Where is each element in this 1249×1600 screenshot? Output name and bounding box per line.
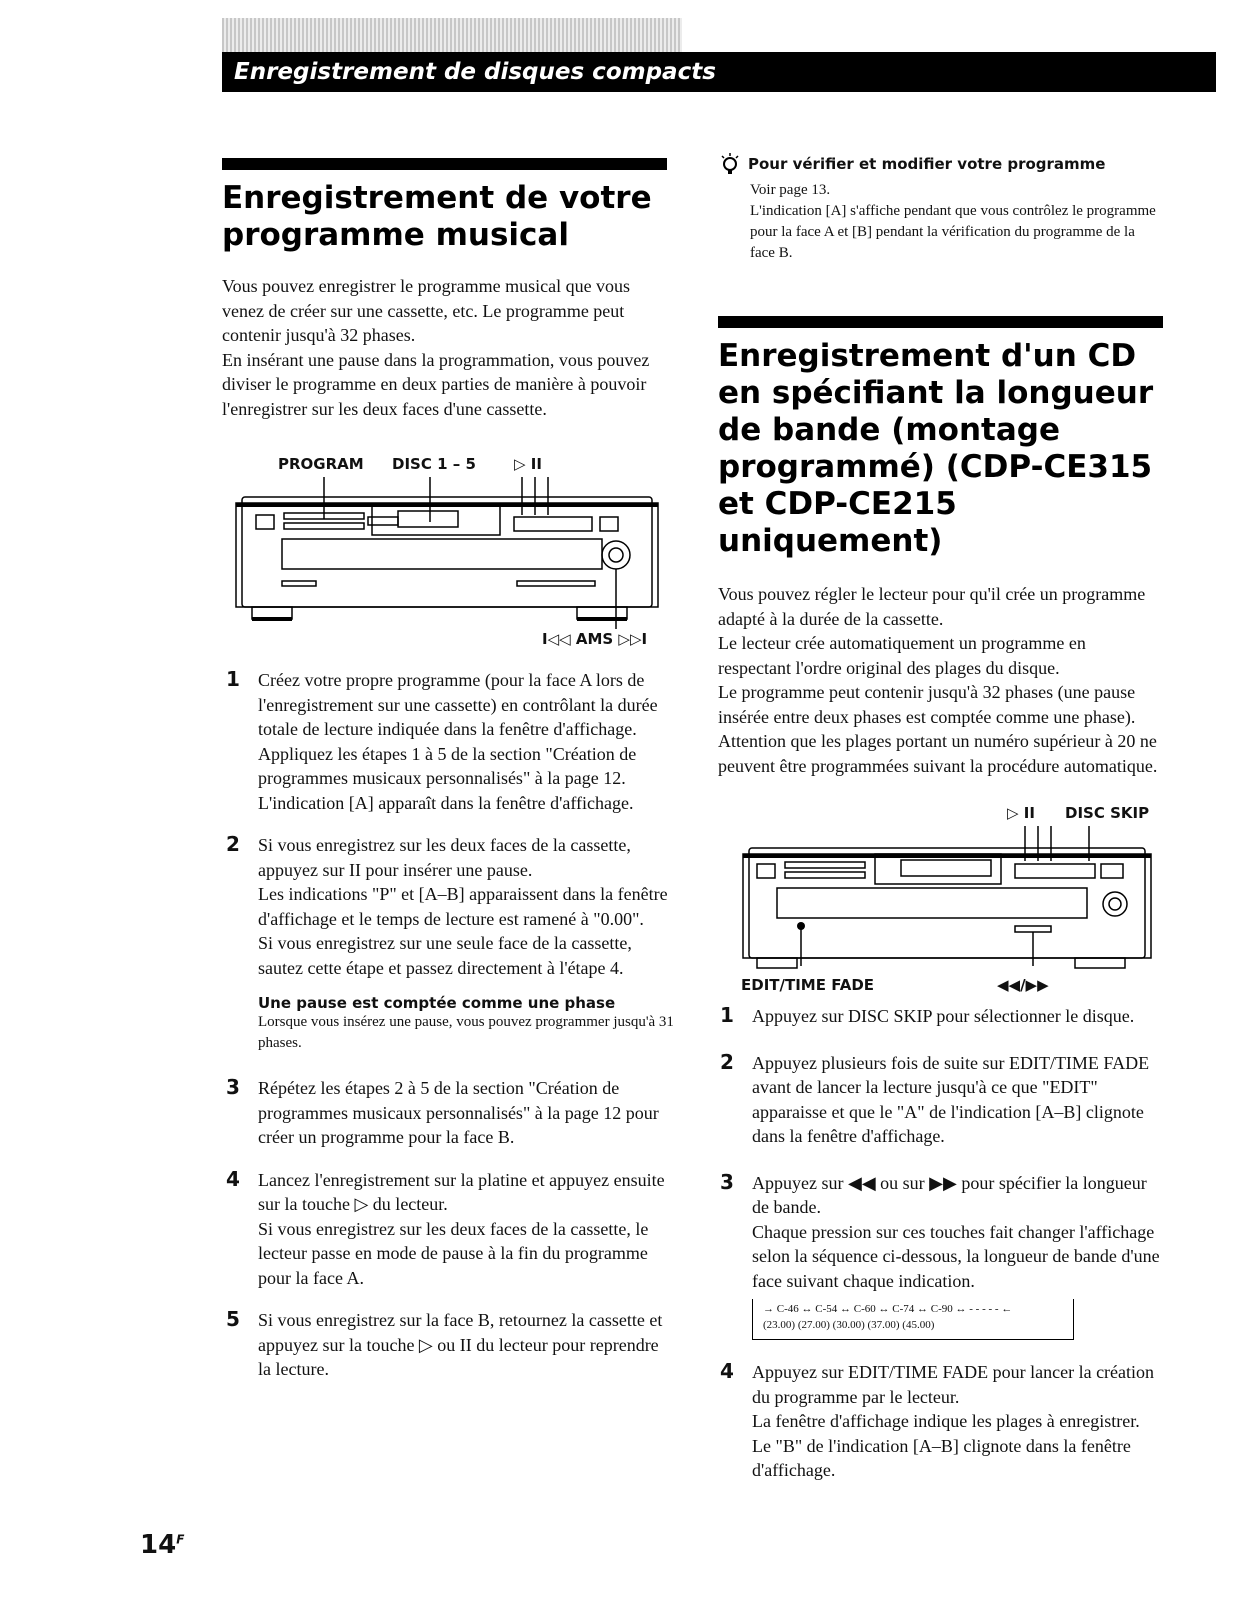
left-heading: Enregistrement de votre programme musical — [222, 180, 652, 253]
step-number: 2 — [226, 832, 240, 856]
step-para: Appuyez sur ◀◀ ou sur ▶▶ pour spécifier la longueur de bande. — [752, 1172, 1147, 1217]
right-heading: Enregistrement d'un CD en spécifiant la longueur de bande (montage programmé) (CDP-CE315 et CDP-CE215 uniquement) — [718, 338, 1154, 559]
header-texture — [222, 18, 682, 52]
label-play-pause: ▷ II — [1007, 804, 1035, 822]
step-number: 2 — [720, 1049, 734, 1074]
cd-player-diagram-left — [222, 455, 672, 655]
label-ams: I◁◁ AMS ▷▷I — [542, 630, 648, 648]
step-number: 1 — [720, 1003, 734, 1027]
right-column — [718, 152, 1163, 778]
step-para: Si vous enregistrez sur une seule face de la cassette, sautez cette étape et passez directement à l'étape 4. — [258, 933, 632, 978]
step-para: Répétez les étapes 2 à 5 de la section "Création de programmes musicaux personnalisés" à la page 12 pour créer un programme pour la face B. — [258, 1078, 659, 1147]
note-title: Une pause est comptée comme une phase — [258, 994, 616, 1012]
sequence-bottom: (23.00) (27.00) (30.00) (37.00) (45.00) — [763, 1319, 935, 1331]
step-number: 4 — [720, 1359, 734, 1383]
step-para: Si vous enregistrez sur les deux faces de la cassette, le lecteur passe en mode de pause à la fin du programme pour la face A. — [258, 1218, 649, 1288]
tip-title-text: Pour vérifier et modifier votre programme — [748, 155, 1106, 173]
right-steps — [720, 1004, 1160, 1483]
left-step-1 — [226, 668, 676, 815]
sequence-top: → C-46 ↔ C-54 ↔ C-60 ↔ C-74 ↔ C-90 ↔ - - - - - ← — [763, 1303, 1013, 1315]
step-para: Appuyez sur DISC SKIP pour sélectionner le disque. — [752, 1006, 1135, 1026]
right-step-1 — [720, 1004, 1160, 1029]
label-search: ◀◀/▶▶ — [997, 976, 1049, 994]
right-intro-3: Le programme peut contenir jusqu'à 32 phases (une pause insérée entre deux phases est comptée comme une phase). — [718, 682, 1136, 727]
tip-title — [718, 152, 1163, 176]
cd-player-illustration — [222, 477, 672, 642]
left-step-3 — [226, 1076, 676, 1150]
step-number: 4 — [226, 1166, 240, 1191]
left-step-2 — [226, 833, 676, 1054]
left-steps — [226, 668, 676, 1382]
left-intro-1: Vous pouvez enregistrer le programme musical que vous venez de créer sur une cassette, etc. Le programme peut contenir jusqu'à 32 phases. — [222, 276, 631, 345]
label-program: PROGRAM — [278, 455, 364, 473]
step-para: Lancez l'enregistrement sur la platine et appuyez ensuite sur la touche ▷ du lecteur. — [258, 1169, 665, 1214]
right-intro-1: Vous pouvez régler le lecteur pour qu'il crée un programme adapté à la durée de la cassette. — [718, 584, 1146, 629]
step-para: Appuyez sur EDIT/TIME FADE pour lancer la création du programme par le lecteur. — [752, 1362, 1155, 1407]
step-para: Si vous enregistrez sur les deux faces de la cassette, appuyez sur II pour insérer une pause. — [258, 835, 631, 880]
left-step-4 — [226, 1168, 676, 1291]
step-para: Si vous enregistrez sur la face B, retournez la cassette et appuyez sur la touche ▷ ou II du lecteur pour reprendre la lecture. — [258, 1310, 663, 1379]
step-number: 3 — [226, 1075, 240, 1099]
left-step-5 — [226, 1308, 676, 1382]
step-number: 5 — [226, 1307, 240, 1331]
step-para: L'indication [A] apparaît dans la fenêtre d'affichage. — [258, 792, 634, 813]
right-step-4 — [720, 1360, 1160, 1483]
right-step-3 — [720, 1171, 1160, 1341]
right-intro-4: Attention que les plages portant un numéro supérieur à 20 ne peuvent être programmées suivant la procédure automatique. — [718, 731, 1158, 776]
right-intro-2: Le lecteur crée automatiquement un programme en respectant l'ordre original des plages du disque. — [718, 633, 1086, 678]
tip-line-2: L'indication [A] s'affiche pendant que vous contrôlez le programme pour la face A et [B] pendant la vérification du programme de la face B. — [750, 203, 1156, 261]
right-intro — [718, 582, 1163, 778]
step-number: 3 — [720, 1169, 734, 1194]
cd-player-illustration — [735, 826, 1155, 976]
label-disc-skip: DISC SKIP — [1065, 804, 1150, 822]
left-column — [222, 158, 667, 421]
step-para: Les indications "P" et [A–B] apparaissent dans la fenêtre d'affichage et le temps de lecture est ramené à "0.00". — [258, 884, 668, 929]
step-para: La fenêtre d'affichage indique les plages à enregistrer. Le "B" de l'indication [A–B] clignote dans la fenêtre d'affichage. — [752, 1411, 1140, 1480]
right-step-2 — [720, 1051, 1160, 1149]
step-para: Chaque pression sur ces touches fait changer l'affichage selon la séquence ci-dessous, la longueur de bande d'une face suivant chaque indication. — [752, 1221, 1160, 1291]
heading-rule — [718, 316, 1163, 328]
step-para: Appuyez plusieurs fois de suite sur EDIT/TIME FADE avant de lancer la lecture jusqu'à ce que "EDIT" apparaisse et que le "A" de l'indication [A–B] clignote dans la fenêtre d'affichage. — [752, 1052, 1150, 1146]
label-disc: DISC 1 – 5 — [392, 455, 476, 473]
section-header: Enregistrement de disques compacts — [222, 52, 1216, 92]
step-number: 1 — [226, 667, 240, 691]
page-number-value: 14 — [140, 1530, 177, 1560]
tape-length-sequence — [752, 1299, 1074, 1340]
note-text: Lorsque vous insérez une pause, vous pouvez programmer jusqu'à 31 phases. — [258, 1014, 674, 1051]
label-edit-time-fade: EDIT/TIME FADE — [741, 976, 875, 994]
page-suffix: F — [176, 1532, 185, 1547]
step-para: Appliquez les étapes 1 à 5 de la section "Création de programmes musicaux personnalisés" à la page 12. — [258, 743, 637, 788]
left-intro-2: En insérant une pause dans la programmation, vous pouvez diviser le programme en deux parties de manière à pouvoir l'enregistrer sur les deux faces d'une cassette. — [222, 349, 650, 419]
tip-line-1: Voir page 13. — [750, 182, 831, 198]
label-play-pause: ▷ II — [514, 455, 542, 473]
step-para: Créez votre propre programme (pour la face A lors de l'enregistrement sur une cassette) en contrôlant la durée totale de lecture indiquée dans la fenêtre d'affichage. — [258, 670, 658, 739]
heading-rule — [222, 158, 667, 170]
cd-player-diagram-right — [735, 804, 1155, 1004]
lightbulb-icon — [718, 152, 742, 176]
page-number — [140, 1530, 184, 1560]
